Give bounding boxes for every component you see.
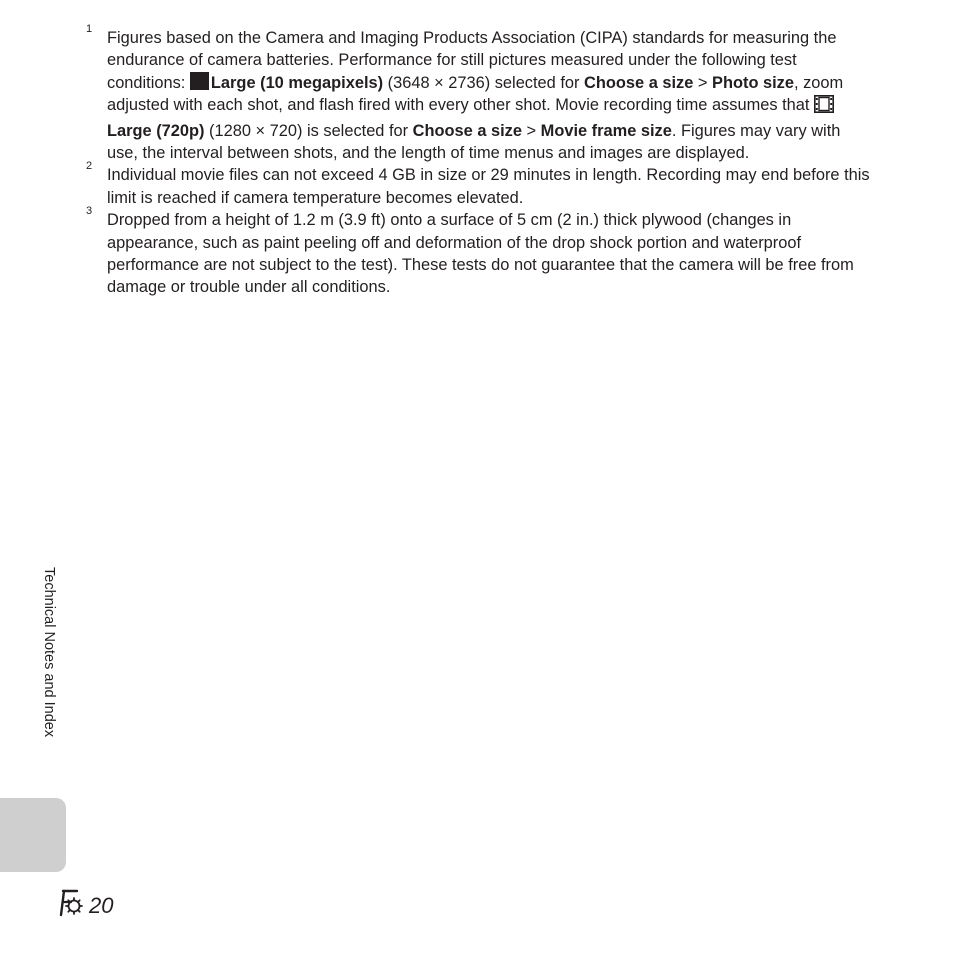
footnote-number: 3 bbox=[86, 205, 93, 218]
footnote-text: Dropped from a height of 1.2 m (3.9 ft) onto a surface of 5 cm (2 in.) thick plywood (changes in appearance, such as paint peeling off and deformation of the drop shock portion and waterproof performance are not subject to the test). These tests do not guarantee that the camera will be free from damage or trouble under all conditions. bbox=[107, 211, 854, 297]
section-side-label: Technical Notes and Index bbox=[41, 567, 57, 738]
footnote-1 bbox=[84, 23, 874, 164]
movie-film-icon bbox=[814, 95, 834, 119]
image-size-large-icon bbox=[190, 72, 209, 90]
technical-notes-icon bbox=[58, 889, 86, 924]
footnote-number: 1 bbox=[86, 23, 93, 35]
footnote-text: Individual movie files can not exceed 4 GB in size or 29 minutes in length. Recording may end before this limit is reached if camera temperature becomes elevated. bbox=[107, 166, 870, 207]
footnote-number: 2 bbox=[86, 160, 93, 173]
page-number bbox=[58, 890, 113, 922]
section-tab bbox=[0, 798, 66, 872]
page-number-text: 20 bbox=[89, 893, 114, 918]
footnote-text: Figures based on the Camera and Imaging Products Association (CIPA) standards for measuring the endurance of camera batteries. Performance for still pictures measured under the following test conditions: Large (10 megapixels) (3648 × 2736) selected for Choose a size > Photo size, zoom adjusted with each shot, and flash fired with every other shot. Movie recording time assumes that Large (720p) (1280 × 720) is selected for Choose a size > Movie frame size. Figures may vary with use, the interval between shots, and the length of time menus and images are displayed. bbox=[107, 29, 844, 163]
footnote-list bbox=[84, 23, 874, 299]
footnote-3 bbox=[84, 205, 874, 299]
footnote-2 bbox=[84, 160, 874, 209]
